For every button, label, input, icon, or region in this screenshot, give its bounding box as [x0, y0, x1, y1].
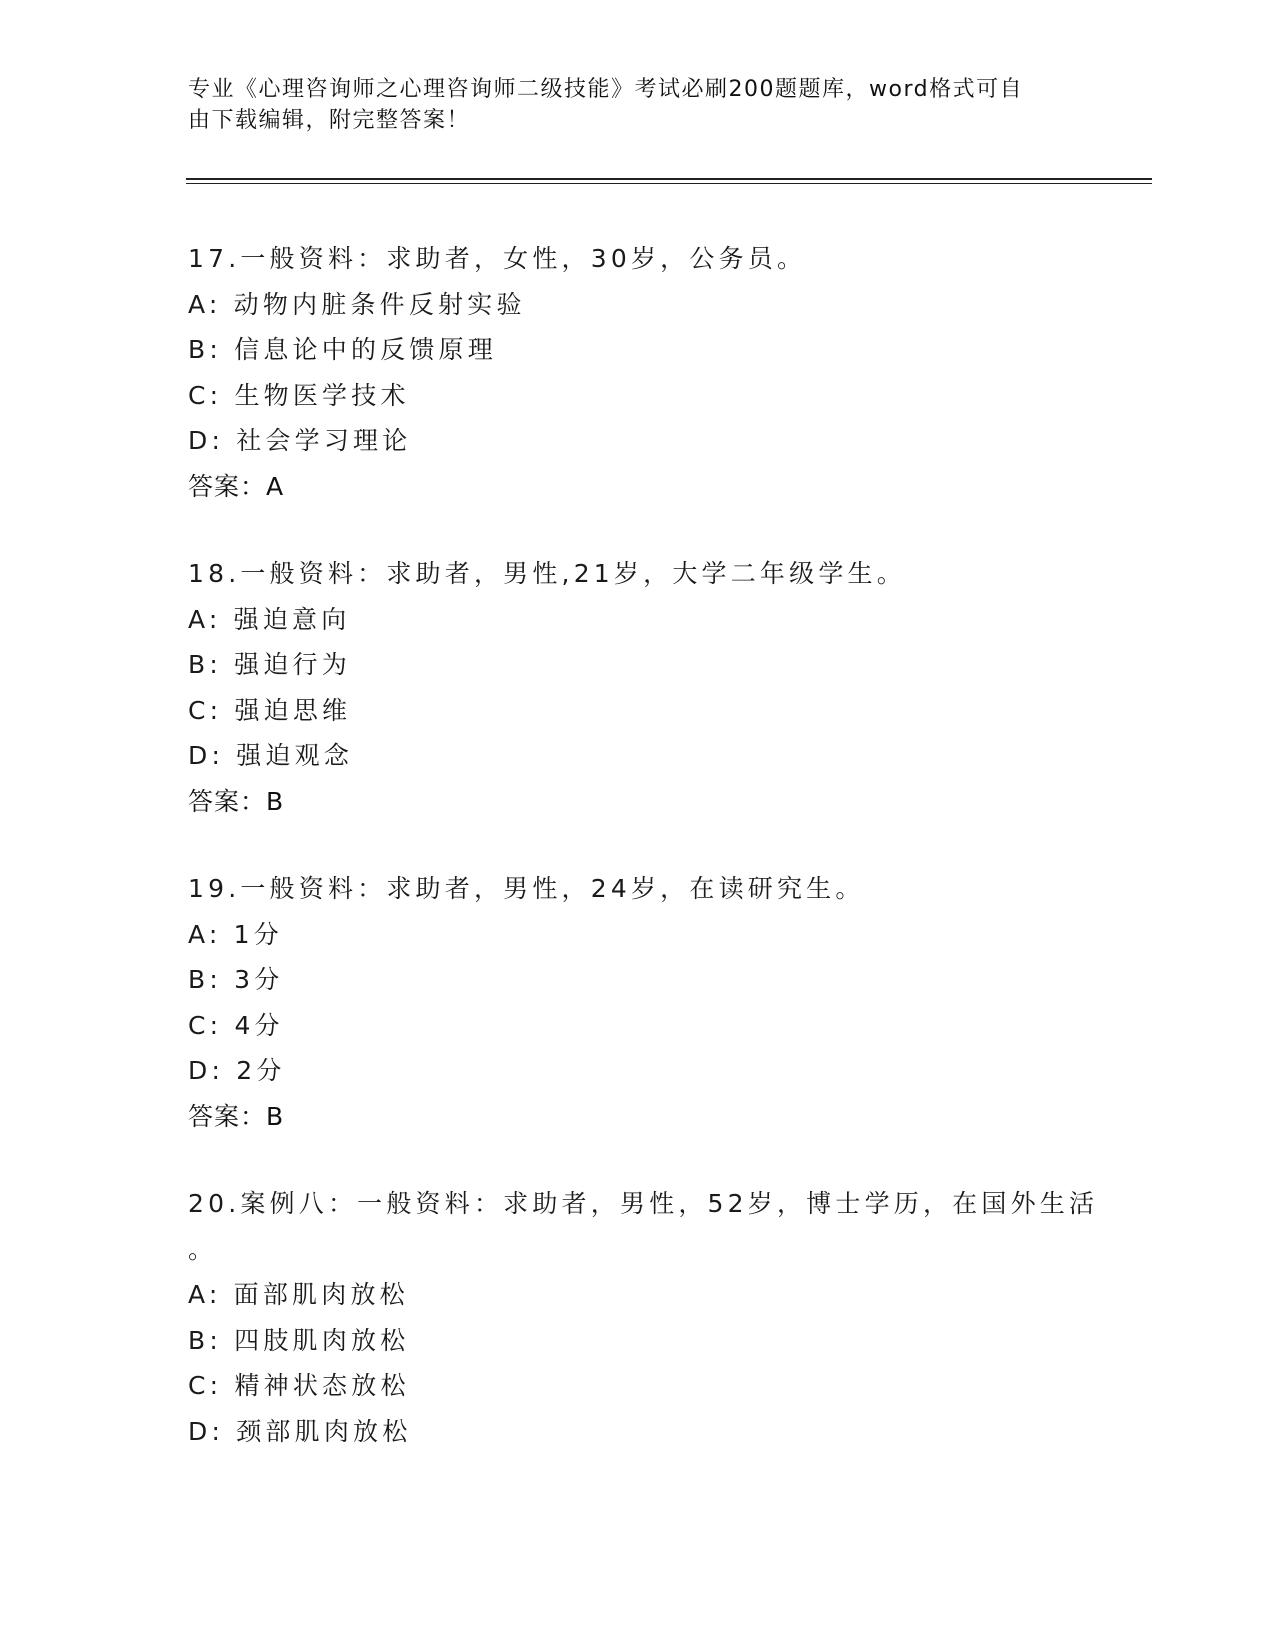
option-letter: A:	[188, 289, 222, 319]
option-letter: A:	[188, 919, 222, 949]
header-divider-thin	[186, 183, 1152, 184]
option-letter: D:	[188, 741, 225, 770]
question-19	[188, 866, 1148, 1139]
option-b	[188, 642, 1148, 688]
answer-line: 答案：B	[188, 1101, 285, 1131]
option-a	[188, 597, 1148, 643]
option-b	[188, 957, 1148, 1003]
option-text: 强迫行为	[234, 650, 351, 679]
option-c	[188, 688, 1148, 734]
option-text: 四肢肌肉放松	[234, 1325, 410, 1355]
option-text: 强迫思维	[234, 695, 352, 725]
question-20	[188, 1181, 1148, 1454]
option-letter: C:	[188, 1010, 223, 1040]
option-text: 强迫观念	[236, 741, 354, 770]
option-text: 3分	[234, 965, 284, 994]
option-text: 强迫意向	[233, 604, 351, 634]
option-text: 生物医学技术	[234, 380, 410, 410]
header-divider-thick	[186, 178, 1152, 180]
option-text: 社会学习理论	[236, 426, 412, 455]
option-text: 4分	[234, 1010, 284, 1040]
option-c	[188, 1363, 1148, 1409]
option-text: 信息论中的反馈原理	[234, 335, 497, 364]
question-stem: 19.一般资料：求助者，男性，24岁，在读研究生。	[188, 874, 865, 903]
answer-line: 答案：B	[188, 786, 285, 816]
header-line-2: 由下载编辑，附完整答案！	[188, 108, 471, 133]
question-list	[188, 236, 1148, 1496]
question-stem: 17.一般资料：求助者，女性，30岁，公务员。	[188, 244, 807, 273]
option-a	[188, 282, 1148, 328]
question-stem: 20.案例八：一般资料：求助者，男性，52岁，博士学历，在国外生活	[188, 1189, 1099, 1218]
option-letter: C:	[188, 1371, 223, 1400]
option-c	[188, 373, 1148, 419]
option-letter: D:	[188, 1416, 225, 1446]
document-header	[188, 74, 1068, 136]
option-a	[188, 1272, 1148, 1318]
option-text: 1分	[233, 919, 283, 949]
option-letter: D:	[188, 426, 225, 455]
option-text: 颈部肌肉放松	[236, 1416, 412, 1446]
option-text: 精神状态放松	[234, 1371, 410, 1400]
option-letter: A:	[188, 1280, 222, 1309]
header-line-1: 专业《心理咨询师之心理咨询师二级技能》考试必刷200题题库，word格式可自	[188, 77, 1024, 102]
option-d	[188, 418, 1148, 464]
option-d	[188, 733, 1148, 779]
question-stem: 18.一般资料：求助者，男性,21岁，大学二年级学生。	[188, 559, 906, 588]
option-text: 动物内脏条件反射实验	[233, 289, 526, 319]
option-text: 面部肌肉放松	[233, 1280, 409, 1309]
option-letter: B:	[188, 1325, 222, 1355]
option-text: 2分	[236, 1056, 286, 1085]
option-d	[188, 1409, 1148, 1455]
option-letter: D:	[188, 1056, 225, 1085]
option-b	[188, 327, 1148, 373]
answer-line: 答案：A	[188, 471, 285, 501]
option-letter: B:	[188, 335, 222, 364]
option-c	[188, 1003, 1148, 1049]
option-b	[188, 1318, 1148, 1364]
question-18	[188, 551, 1148, 824]
option-a	[188, 912, 1148, 958]
option-letter: C:	[188, 695, 223, 725]
question-stem-continuation: 。	[188, 1234, 218, 1264]
option-letter: A:	[188, 604, 222, 634]
option-letter: B:	[188, 650, 222, 679]
option-letter: C:	[188, 380, 223, 410]
option-letter: B:	[188, 965, 222, 994]
question-17	[188, 236, 1148, 509]
option-d	[188, 1048, 1148, 1094]
